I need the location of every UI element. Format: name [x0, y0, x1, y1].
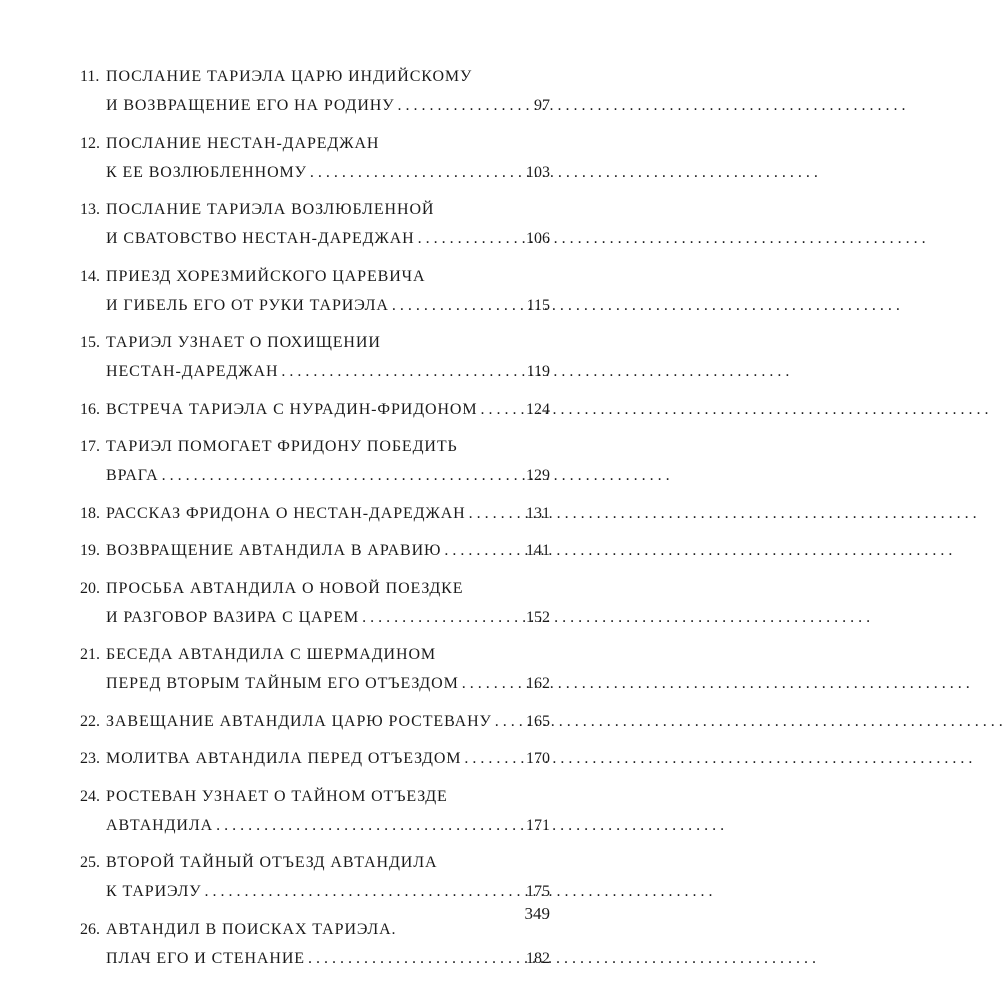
toc-entry-number: 25.: [80, 854, 100, 871]
toc-entry-title: ПЕРЕД ВТОРЫМ ТАЙНЫМ ЕГО ОТЪЕЗДОМ: [106, 675, 459, 692]
toc-entry-title: И РАЗГОВОР ВАЗИРА С ЦАРЕМ: [106, 608, 360, 626]
toc-entry-line: [80, 291, 550, 320]
page-number: 349: [524, 904, 550, 923]
toc-entry-line: [80, 574, 550, 603]
toc-entry: [80, 499, 550, 528]
toc-entry: [80, 915, 550, 973]
toc-entry-number: 20.: [80, 579, 100, 597]
toc-entry-page: 129: [526, 467, 550, 484]
toc-entry: [80, 62, 550, 120]
toc-entry-line: [80, 744, 550, 773]
toc-entry-title: И ГИБЕЛЬ ЕГО ОТ РУКИ ТАРИЭЛА: [106, 296, 389, 314]
toc-entry-line: [80, 328, 550, 357]
dot-leader: [466, 499, 526, 528]
dot-leader: [394, 91, 534, 120]
toc-entry-title: ВСТРЕЧА ТАРИЭЛА С НУРАДИН-ФРИДОНОМ: [106, 400, 478, 418]
toc-entry: [80, 328, 550, 386]
toc-entry-page: 162: [526, 675, 550, 692]
toc-entry-number: 12.: [80, 134, 100, 152]
dot-leader: [159, 461, 526, 490]
toc-entry-number: 19.: [80, 542, 100, 559]
toc-entry-page: 175: [526, 883, 550, 900]
toc-entry-title: МОЛИТВА АВТАНДИЛА ПЕРЕД ОТЪЕЗДОМ: [106, 750, 462, 767]
dot-leader: [459, 669, 526, 698]
dot-leader: [305, 944, 526, 973]
toc-entry-line: [80, 669, 550, 698]
toc-entry-title: РОСТЕВАН УЗНАЕТ О ТАЙНОМ ОТЪЕЗДЕ: [106, 787, 448, 805]
table-of-contents: [80, 62, 550, 981]
toc-entry-page: 119: [526, 363, 550, 380]
toc-entry: [80, 640, 550, 698]
toc-entry-line: [80, 129, 550, 158]
toc-entry-title: К ЕЕ ВОЗЛЮБЛЕННОМУ: [106, 163, 307, 181]
toc-entry-page: 182: [526, 949, 550, 967]
toc-entry-page: 103: [526, 163, 550, 181]
toc-entry: [80, 574, 550, 632]
toc-entry-title: ПЛАЧ ЕГО И СТЕНАНИЕ: [106, 949, 305, 967]
toc-entry-line: [80, 224, 550, 253]
toc-entry-page: 165: [526, 712, 550, 730]
toc-entry-line: [80, 640, 550, 669]
toc-entry-title: ВРАГА: [106, 467, 159, 484]
toc-entry-line: [80, 877, 550, 906]
toc-entry-page: 170: [526, 750, 550, 767]
toc-entry-page: 131: [526, 504, 550, 522]
toc-entry: [80, 395, 550, 424]
toc-entry-number: 18.: [80, 504, 100, 522]
toc-entry: [80, 848, 550, 906]
toc-entry-title: НЕСТАН-ДАРЕДЖАН: [106, 363, 279, 380]
toc-entry-title: РАССКАЗ ФРИДОНА О НЕСТАН-ДАРЕДЖАН: [106, 504, 466, 522]
toc-entry-line: [80, 915, 550, 944]
toc-entry-line: [80, 536, 550, 565]
toc-entry-title: ВОЗВРАЩЕНИЕ АВТАНДИЛА В АРАВИЮ: [106, 542, 442, 559]
toc-entry-title: ПРИЕЗД ХОРЕЗМИЙСКОГО ЦАРЕВИЧА: [106, 267, 426, 285]
toc-entry: [80, 744, 550, 773]
toc-entry-title: ЗАВЕЩАНИЕ АВТАНДИЛА ЦАРЮ РОСТЕВАНУ: [106, 712, 492, 730]
toc-entry-title: ПОСЛАНИЕ НЕСТАН-ДАРЕДЖАН: [106, 134, 380, 152]
dot-leader: [389, 291, 527, 320]
toc-entry-page: 124: [526, 400, 550, 418]
toc-entry-number: 23.: [80, 750, 100, 767]
toc-entry-title: К ТАРИЭЛУ: [106, 883, 202, 900]
dot-leader: [213, 811, 526, 840]
toc-entry-line: [80, 848, 550, 877]
toc-entry-page: 97: [534, 97, 550, 114]
dot-leader: [278, 357, 526, 386]
dot-leader: [202, 877, 527, 906]
toc-entry-page: 141: [526, 542, 550, 559]
toc-entry-number: 11.: [80, 68, 100, 85]
toc-entry-number: 13.: [80, 201, 100, 218]
toc-entry-line: [80, 432, 550, 461]
toc-entry-number: 26.: [80, 920, 100, 938]
dot-leader: [415, 224, 526, 253]
toc-entry-line: [80, 158, 550, 187]
toc-entry-title: ВТОРОЙ ТАЙНЫЙ ОТЪЕЗД АВТАНДИЛА: [106, 854, 438, 871]
dot-leader: [359, 603, 526, 632]
toc-entry-number: 22.: [80, 712, 100, 730]
toc-entry: [80, 195, 550, 253]
dot-leader: [461, 744, 526, 773]
toc-entry-number: 24.: [80, 787, 100, 805]
toc-entry-title: ТАРИЭЛ УЗНАЕТ О ПОХИЩЕНИИ: [106, 334, 381, 351]
toc-entry-number: 17.: [80, 438, 100, 455]
toc-entry-title: БЕСЕДА АВТАНДИЛА С ШЕРМАДИНОМ: [106, 646, 437, 663]
toc-entry-number: 16.: [80, 400, 100, 418]
toc-entry-page: 115: [526, 296, 550, 314]
dot-leader: [478, 395, 527, 424]
toc-entry-page: 171: [526, 816, 550, 834]
toc-entry-line: [80, 944, 550, 973]
toc-entry-line: [80, 195, 550, 224]
toc-entry-title: ТАРИЭЛ ПОМОГАЕТ ФРИДОНУ ПОБЕДИТЬ: [106, 438, 458, 455]
dot-leader: [492, 707, 526, 736]
toc-entry-line: [80, 91, 550, 120]
dot-leader: [441, 536, 526, 565]
toc-entry-line: [80, 603, 550, 632]
toc-entry-line: [80, 707, 550, 736]
toc-entry-title: И СВАТОВСТВО НЕСТАН-ДАРЕДЖАН: [106, 230, 415, 247]
toc-entry-title: АВТАНДИЛА: [106, 816, 214, 834]
toc-entry: [80, 707, 550, 736]
toc-entry-line: [80, 357, 550, 386]
toc-entry-title: ПОСЛАНИЕ ТАРИЭЛА ВОЗЛЮБЛЕННОЙ: [106, 201, 435, 218]
toc-entry-number: 15.: [80, 334, 100, 351]
toc-entry-page: 106: [526, 230, 550, 247]
toc-entry-title: АВТАНДИЛ В ПОИСКАХ ТАРИЭЛА.: [106, 920, 397, 938]
toc-entry: [80, 432, 550, 490]
toc-entry: [80, 536, 550, 565]
toc-entry-title: ПОСЛАНИЕ ТАРИЭЛА ЦАРЮ ИНДИЙСКОМУ: [106, 68, 473, 85]
toc-entry-page: 152: [526, 608, 550, 626]
toc-entry-title: И ВОЗВРАЩЕНИЕ ЕГО НА РОДИНУ: [106, 97, 395, 114]
toc-entry: [80, 782, 550, 840]
toc-entry-line: [80, 262, 550, 291]
toc-entry-line: [80, 782, 550, 811]
toc-entry-number: 14.: [80, 267, 100, 285]
dot-leader: [307, 158, 526, 187]
toc-entry-line: [80, 811, 550, 840]
toc-entry-line: [80, 461, 550, 490]
toc-entry-line: [80, 499, 550, 528]
toc-entry-line: [80, 395, 550, 424]
toc-entry: [80, 129, 550, 187]
toc-entry-number: 21.: [80, 646, 100, 663]
toc-entry-title: ПРОСЬБА АВТАНДИЛА О НОВОЙ ПОЕЗДКЕ: [106, 579, 464, 597]
toc-entry-line: [80, 62, 550, 91]
toc-entry: [80, 262, 550, 320]
